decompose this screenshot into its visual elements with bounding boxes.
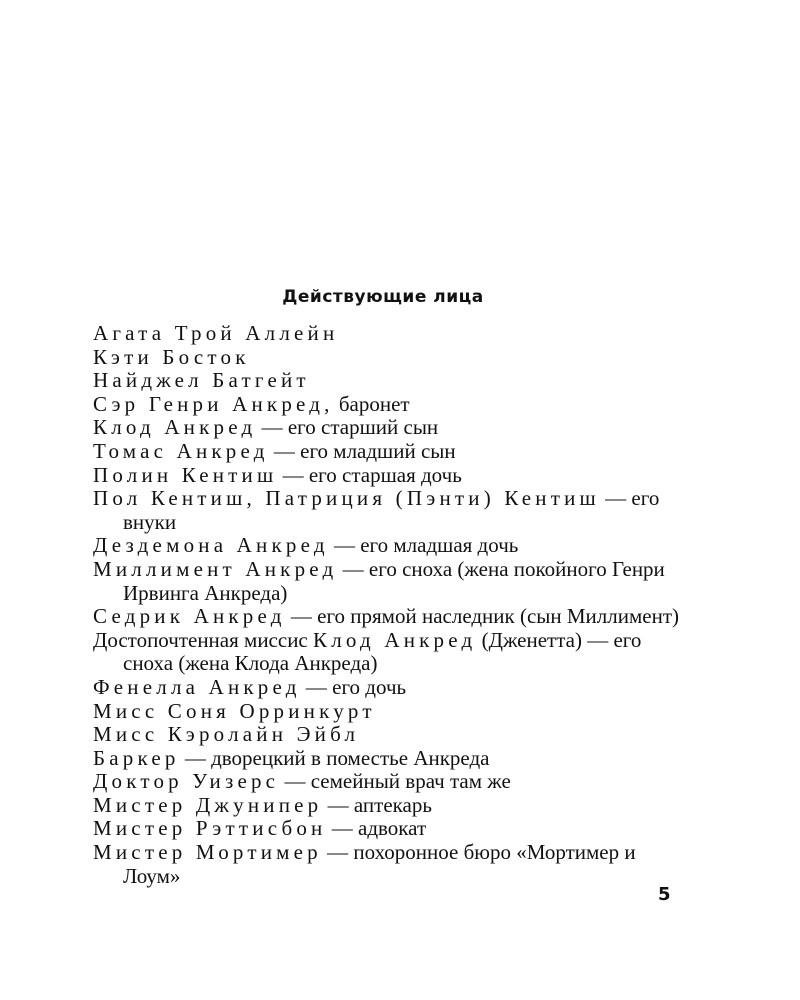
character-name: Фенелла Анкред	[93, 674, 301, 699]
character-entry	[93, 440, 683, 464]
character-entry	[93, 534, 683, 558]
character-description: — аптекарь	[322, 792, 432, 817]
character-entry	[93, 464, 683, 488]
character-name: Сэр Генри Анкред,	[93, 391, 334, 416]
character-description: — его дочь	[300, 674, 407, 699]
character-name: Кэти Босток	[93, 344, 250, 369]
character-description: — его прямой наследник (сын Миллимент)	[285, 604, 680, 629]
character-description: — похоронное бюро «Мортимер и Лоум»	[123, 840, 636, 888]
character-entry	[93, 487, 683, 534]
character-entry	[93, 416, 683, 440]
character-entry	[93, 676, 683, 700]
character-name: Томас Анкред	[93, 438, 269, 463]
character-name: Пол Кентиш, Патриция (Пэнти) Кентиш	[93, 486, 600, 511]
character-name: Доктор Уизерс	[93, 769, 280, 794]
character-description: — его старший сын	[256, 415, 439, 440]
character-name: Клод Анкред	[93, 415, 257, 440]
character-name: Дездемона Анкред	[93, 533, 329, 558]
character-name: Мистер Рэттисбон	[93, 816, 327, 841]
character-name: Агата Трой Аллейн	[93, 321, 339, 345]
character-entry	[93, 841, 683, 888]
character-entry	[93, 770, 683, 794]
character-description: — его старшая дочь	[277, 462, 462, 487]
character-entry	[93, 346, 683, 370]
character-description: — его младший сын	[268, 438, 456, 463]
character-name: Найджел Батгейт	[93, 368, 310, 393]
character-description: — его сноха (жена покойного Генри Ирвинга Анкреда)	[123, 556, 665, 605]
character-description: — его внуки	[123, 486, 660, 534]
character-entry	[93, 558, 683, 605]
character-description: — его младшая дочь	[328, 533, 519, 558]
character-entry	[93, 629, 683, 676]
character-name: Полин Кентиш	[93, 462, 278, 487]
character-name: Баркер	[93, 745, 180, 770]
character-description: — адвокат	[326, 816, 427, 841]
character-entry	[93, 322, 683, 346]
character-entry	[93, 393, 683, 417]
character-name: Мисс Кэролайн Эйбл	[93, 722, 360, 747]
character-description: (Дженетта) — его сноха (жена Клода Анкреда)	[123, 627, 642, 676]
character-name: Миллимент Анкред	[93, 556, 338, 581]
character-description: — дворецкий в поместье Анкреда	[179, 745, 490, 770]
character-entry	[93, 605, 683, 629]
character-entry	[93, 700, 683, 724]
page-number: 5	[658, 884, 671, 905]
character-prefix: Достопочтенная миссис	[93, 627, 314, 652]
character-entry	[93, 747, 683, 771]
character-entry	[93, 794, 683, 818]
character-description: баронет	[333, 391, 410, 416]
character-list	[93, 322, 683, 888]
character-name: Мистер Мортимер	[93, 840, 322, 865]
page-title: Действующие лица	[282, 287, 484, 307]
character-name: Мисс Соня Орринкурт	[93, 698, 376, 723]
character-entry	[93, 369, 683, 393]
character-name: Седрик Анкред	[93, 604, 286, 629]
character-name: Мистер Джунипер	[93, 792, 323, 817]
character-entry	[93, 723, 683, 747]
character-entry	[93, 817, 683, 841]
character-description: — семейный врач там же	[279, 769, 511, 794]
character-name: Клод Анкред	[313, 627, 477, 652]
